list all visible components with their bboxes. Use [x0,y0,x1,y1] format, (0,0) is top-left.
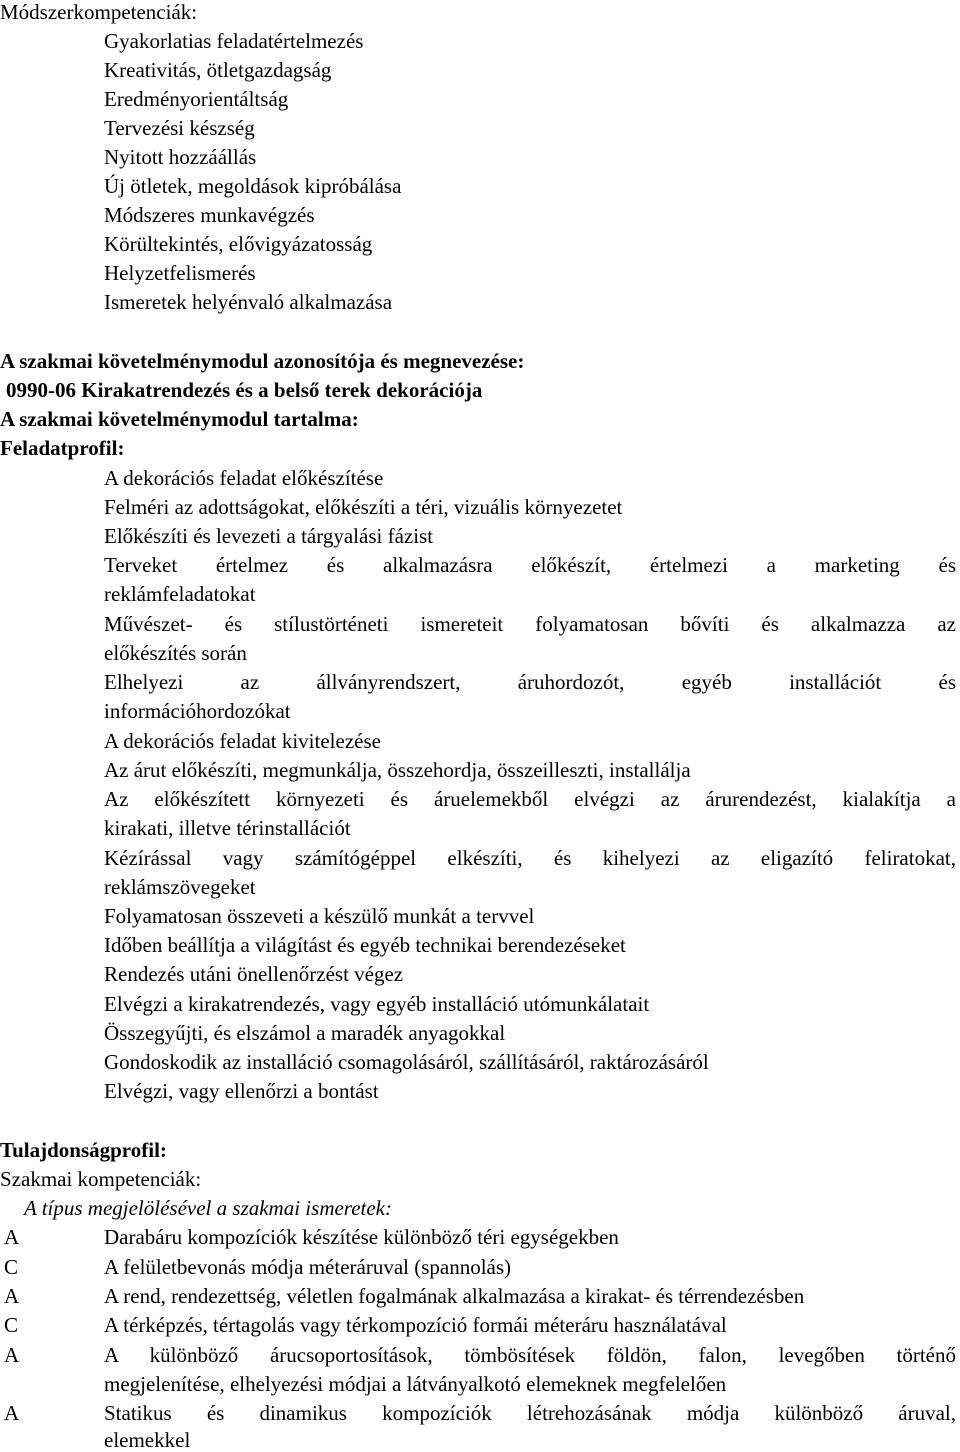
method-item: Új ötletek, megoldások kipróbálása [104,174,402,198]
professional-competencies-title: Szakmai kompetenciák: [0,1167,202,1191]
method-item: Eredményorientáltság [104,87,289,111]
method-item: Nyitott hozzáállás [104,145,257,169]
task-item: Felméri az adottságokat, előkészíti a téri, vizuális környezetet [104,495,623,519]
task-item: Időben beállítja a világítást és egyéb technikai berendezéseket [104,933,626,957]
task-item: Folyamatosan összeveti a készülő munkát a tervvel [104,904,535,928]
task-profile-title: Feladatprofil: [0,436,125,460]
method-item: Ismeretek helyénvaló alkalmazása [104,290,393,314]
task-item: Az árut előkészíti, megmunkálja, összehordja, összeilleszti, installálja [104,758,691,782]
task-item: Az előkészített környezeti és áruelemekből elvégzi az árurendezést, kialakítja a [104,787,956,811]
method-item: Kreativitás, ötletgazdagság [104,58,332,82]
type-letter: A [4,1225,20,1249]
task-item: Művészet- és stílustörténeti ismereteit folyamatosan bővíti és alkalmazza az [104,612,956,636]
task-item: Gondoskodik az installáció csomagolásáról, szállításáról, raktározásáról [104,1050,709,1074]
knowledge-item-cont: elemekkel [104,1428,191,1452]
method-item: Helyzetfelismerés [104,261,256,285]
task-item: Elvégzi, vagy ellenőrzi a bontást [104,1079,379,1103]
type-letter: C [4,1255,19,1279]
knowledge-item: A különböző árucsoportosítások, tömbösítések földön, falon, levegőben történő [104,1343,956,1367]
knowledge-item: A rend, rendezettség, véletlen fogalmának alkalmazása a kirakat- és térrendezésben [104,1284,805,1308]
method-item: Körültekintés, elővigyázatosság [104,232,373,256]
task-item-cont: információhordozókat [104,699,291,723]
type-letter: C [4,1313,19,1337]
task-item-cont: reklámszövegeket [104,875,256,899]
task-item: Elvégzi a kirakatrendezés, vagy egyéb installáció utómunkálatait [104,992,650,1016]
method-competencies-title: Módszerkompetenciák: [0,0,198,24]
type-note: A típus megjelölésével a szakmai ismeretek: [24,1196,392,1220]
task-item: Összegyűjti, és elszámol a maradék anyagokkal [104,1021,506,1045]
task-item: Kézírással vagy számítógéppel elkészíti, és kihelyezi az eligazító feliratokat, [104,846,956,870]
method-item: Tervezési készség [104,116,255,140]
module-id-heading: A szakmai követelménymodul azonosítója és megnevezése: [0,349,525,373]
task-item-cont: reklámfeladatokat [104,582,256,606]
knowledge-item: A felületbevonás módja méteráruval (spannolás) [104,1255,512,1279]
method-item: Gyakorlatias feladatértelmezés [104,29,364,53]
task-item: Elhelyezi az állványrendszert, áruhordozót, egyéb installációt és [104,670,956,694]
task-item: Előkészíti és levezeti a tárgyalási fázist [104,524,434,548]
task-item: A dekorációs feladat kivitelezése [104,729,381,753]
type-letter: A [4,1284,20,1308]
type-letter: A [4,1401,20,1425]
task-item: A dekorációs feladat előkészítése [104,466,384,490]
method-item: Módszeres munkavégzés [104,203,315,227]
task-item: Rendezés utáni önellenőrzést végez [104,962,404,986]
knowledge-item: Statikus és dinamikus kompozíciók létrehozásának módja különböző áruval, [104,1401,956,1425]
task-item-cont: kirakati, illetve térinstallációt [104,816,351,840]
task-item: Terveket értelmez és alkalmazásra előkészít, értelmezi a marketing és [104,553,956,577]
task-item-cont: előkészítés során [104,641,247,665]
module-content-heading: A szakmai követelménymodul tartalma: [0,407,359,431]
property-profile-title: Tulajdonságprofil: [0,1138,167,1162]
module-id-value: 0990-06 Kirakatrendezés és a belső terek dekorációja [6,378,483,402]
knowledge-item: A térképzés, tértagolás vagy térkompozíció formái méteráru használatával [104,1313,727,1337]
type-letter: A [4,1343,20,1367]
knowledge-item-cont: megjelenítése, elhelyezési módjai a látványalkotó elemeknek megfelelően [104,1372,727,1396]
knowledge-item: Darabáru kompozíciók készítése különböző téri egységekben [104,1225,619,1249]
